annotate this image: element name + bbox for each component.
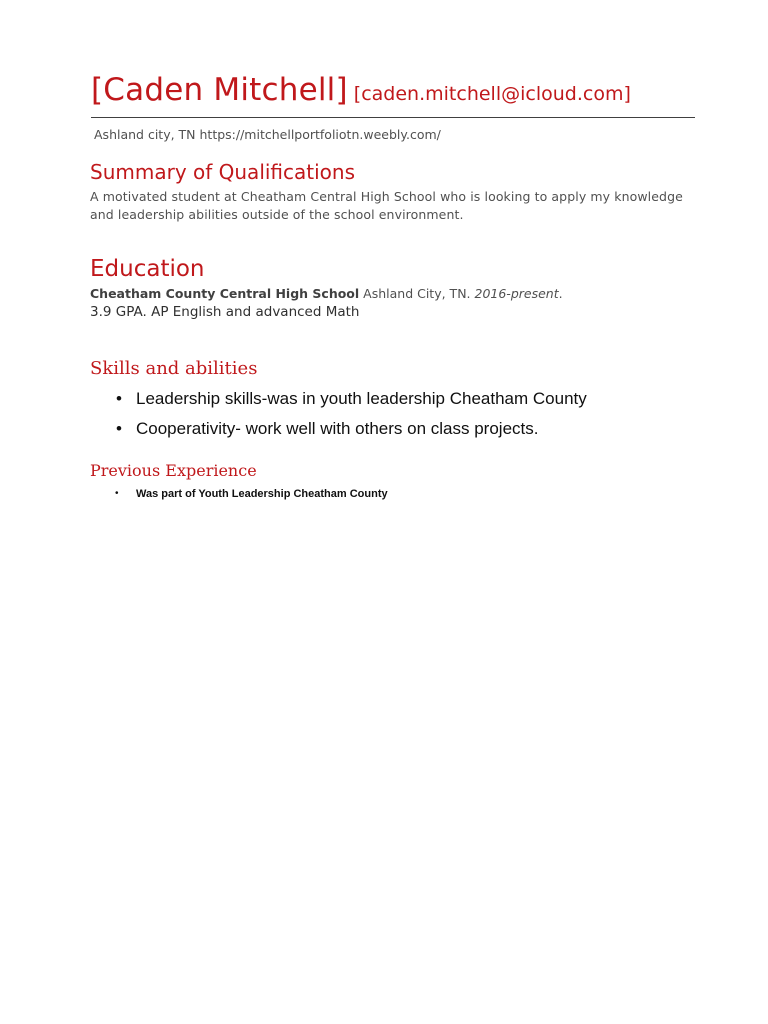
resume-header [91, 72, 695, 108]
bullet-icon: • [115, 488, 119, 499]
education-school-line [90, 286, 563, 301]
skill-text: Cooperativity- work well with others on class projects. [136, 419, 539, 438]
education-dates-suffix: . [558, 286, 563, 301]
skill-text: Leadership skills-was in youth leadership Cheatham County [136, 389, 587, 408]
experience-text: Was part of Youth Leadership Cheatham County [136, 488, 388, 500]
candidate-email: [caden.mitchell@icloud.com] [353, 83, 631, 105]
education-school: Cheatham County Central High School [90, 286, 360, 301]
education-details: 3.9 GPA. AP English and advanced Math [90, 304, 360, 320]
education-heading: Education [90, 256, 205, 282]
education-location: Ashland City, TN. [359, 286, 475, 301]
list-item [90, 386, 587, 416]
summary-heading: Summary of Qualifications [90, 160, 356, 184]
experience-heading: Previous Experience [90, 461, 257, 480]
bullet-icon: • [116, 389, 122, 408]
list-item [90, 486, 388, 502]
summary-text: A motivated student at Cheatham Central High School who is looking to apply my knowledge and leadership abilities outside of the school environment. [90, 189, 683, 222]
candidate-name: [Caden Mitchell] [91, 72, 348, 108]
header-divider [91, 117, 695, 118]
skills-heading: Skills and abilities [90, 358, 258, 379]
education-dates: 2016-present [474, 286, 559, 301]
bullet-icon: • [116, 419, 122, 438]
skills-list [90, 386, 587, 446]
list-item [90, 416, 587, 446]
contact-line: Ashland city, TN https://mitchellportfoliotn.weebly.com/ [94, 127, 441, 142]
experience-list [90, 486, 388, 502]
